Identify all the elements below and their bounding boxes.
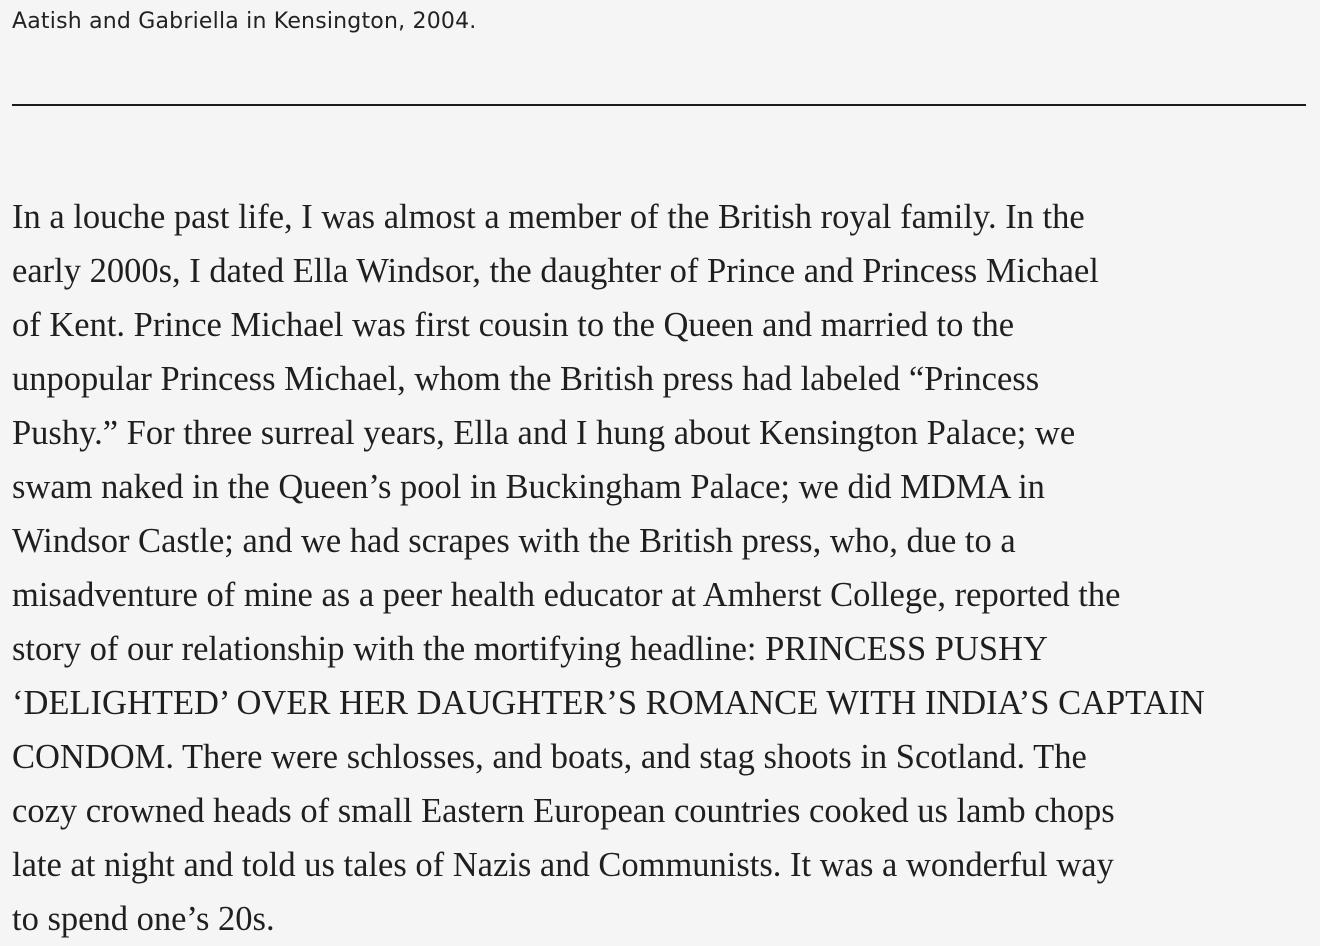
paragraph-line: late at night and told us tales of Nazis and Communists. It was a wonderful way [12, 846, 1114, 884]
paragraph-line: cozy crowned heads of small Eastern European countries cooked us lamb chops [12, 792, 1115, 830]
paragraph-line: of Kent. Prince Michael was first cousin to the Queen and married to the [12, 306, 1015, 344]
paragraph-line: Pushy.” For three surreal years, Ella and I hung about Kensington Palace; we [12, 414, 1076, 452]
paragraph-line: misadventure of mine as a peer health educator at Amherst College, reported the [12, 576, 1121, 614]
paragraph-line: to spend one’s 20s. [12, 900, 275, 938]
paragraph-line: unpopular Princess Michael, whom the British press had labeled “Princess [12, 360, 1040, 398]
paragraph-line: story of our relationship with the mortifying headline: PRINCESS PUSHY [12, 630, 1048, 668]
paragraph-line: early 2000s, I dated Ella Windsor, the daughter of Prince and Princess Michael [12, 252, 1099, 290]
paragraph-line: ‘DELIGHTED’ OVER HER DAUGHTER’S ROMANCE WITH INDIA’S CAPTAIN [12, 684, 1205, 722]
article-paragraph [12, 190, 1312, 946]
paragraph-line: Windsor Castle; and we had scrapes with the British press, who, due to a [12, 522, 1016, 560]
paragraph-line: swam naked in the Queen’s pool in Buckingham Palace; we did MDMA in [12, 468, 1045, 506]
paragraph-line: In a louche past life, I was almost a member of the British royal family. In the [12, 198, 1085, 236]
photo-caption: Aatish and Gabriella in Kensington, 2004. [12, 9, 477, 34]
paragraph-line: CONDOM. There were schlosses, and boats, and stag shoots in Scotland. The [12, 738, 1087, 776]
section-divider [12, 104, 1306, 106]
